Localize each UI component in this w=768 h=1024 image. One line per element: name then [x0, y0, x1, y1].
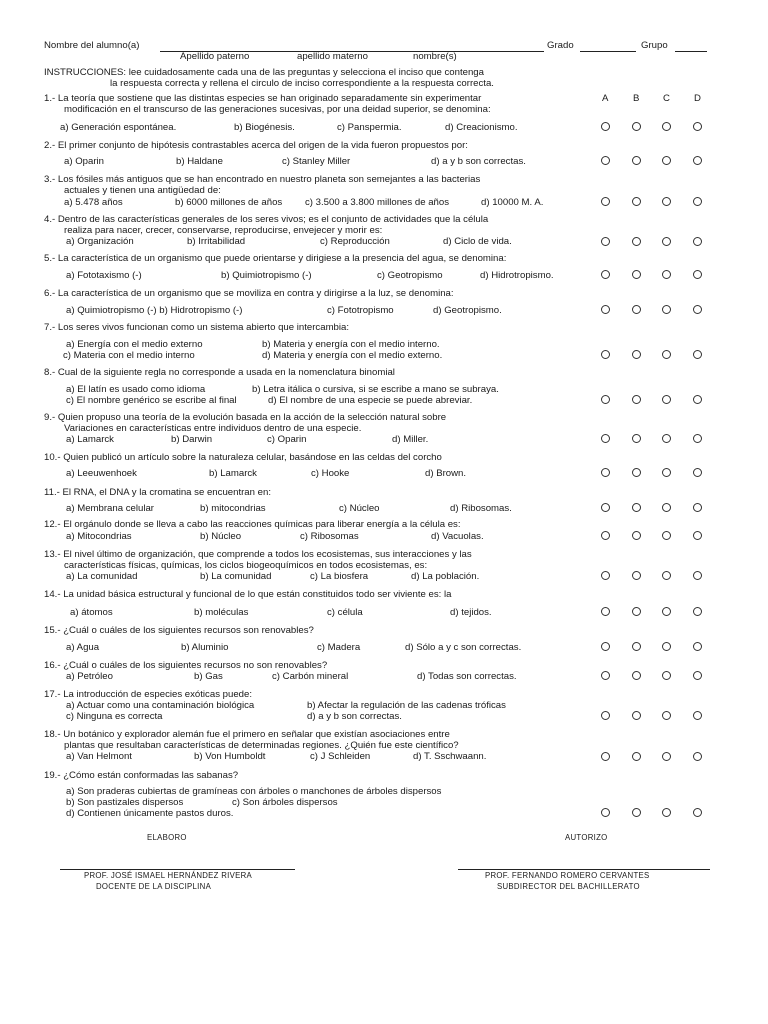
option-text: d) El nombre de una especie se puede abreviar.: [268, 395, 473, 406]
question-text: 16.- ¿Cuál o cuáles de los siguientes recursos no son renovables?: [44, 660, 328, 671]
answer-bubble-b[interactable]: [632, 197, 641, 206]
question-text: 17.- La introducción de especies exóticas puede:: [44, 689, 252, 700]
option-text: d) Vacuolas.: [431, 531, 484, 542]
question-text: 13.- El nivel último de organización, que comprende a todos los ecosistemas, sus interacciones y las: [44, 549, 472, 560]
answer-bubble-b[interactable]: [632, 607, 641, 616]
question-text: 18.- Un botánico y explorador alemán fue el primero en señalar que existían asociaciones entre: [44, 729, 450, 740]
question-text: 8.- Cual de la siguiente regla no corresponde a usada en la nomenclatura binomial: [44, 367, 395, 378]
answer-bubble-c[interactable]: [662, 711, 671, 720]
option-text: b) Gas: [194, 671, 223, 682]
answer-bubble-d[interactable]: [693, 607, 702, 616]
option-text: b) Materia y energía con el medio interno.: [262, 339, 440, 350]
option-text: a) átomos: [70, 607, 113, 618]
answer-column-header: C: [663, 93, 670, 104]
option-text: c) Ribosomas: [300, 531, 359, 542]
option-text: d) Materia y energía con el medio externo.: [262, 350, 443, 361]
option-text: c) El nombre genérico se escribe al final: [66, 395, 237, 406]
option-text: c) J Schleiden: [310, 751, 371, 762]
answer-bubble-d[interactable]: [693, 237, 702, 246]
answer-bubble-c[interactable]: [662, 468, 671, 477]
answer-bubble-b[interactable]: [632, 503, 641, 512]
option-text: b) mitocondrias: [200, 503, 266, 514]
question-text: realiza para nacer, crecer, conservarse, reproducirse, envejecer y morir es:: [64, 225, 383, 236]
question-text: 9.- Quien propuso una teoría de la evolución basada en la acción de la selección natural sobre: [44, 412, 447, 423]
answer-bubble-d[interactable]: [693, 571, 702, 580]
option-text: b) La comunidad: [200, 571, 272, 582]
answer-bubble-b[interactable]: [632, 808, 641, 817]
answer-bubble-a[interactable]: [601, 571, 610, 580]
answer-bubble-c[interactable]: [662, 350, 671, 359]
option-text: d) a y b son correctas.: [431, 156, 526, 167]
answer-bubble-b[interactable]: [632, 237, 641, 246]
answer-bubble-c[interactable]: [662, 270, 671, 279]
group-field[interactable]: [675, 51, 707, 52]
answer-bubble-d[interactable]: [693, 156, 702, 165]
option-text: d) 10000 M. A.: [481, 197, 544, 208]
question-text: 5.- La característica de un organismo que puede orientarse y dirigiese a la presencia del agua, se denomina:: [44, 253, 507, 264]
grade-label: Grado: [547, 40, 574, 51]
signer-right-role: SUBDIRECTOR DEL BACHILLERATO: [497, 882, 640, 891]
answer-bubble-a[interactable]: [601, 434, 610, 443]
answer-bubble-d[interactable]: [693, 468, 702, 477]
option-text: c) Fototropismo: [327, 305, 394, 316]
question-text: 12.- El orgánulo donde se lleva a cabo las reacciones químicas para liberar energía a la célula es:: [44, 519, 461, 530]
answer-bubble-a[interactable]: [601, 270, 610, 279]
answer-bubble-a[interactable]: [601, 395, 610, 404]
answer-bubble-a[interactable]: [601, 503, 610, 512]
option-text: c) Stanley Miller: [282, 156, 351, 167]
answer-bubble-c[interactable]: [662, 571, 671, 580]
answer-bubble-b[interactable]: [632, 305, 641, 314]
answer-bubble-a[interactable]: [601, 237, 610, 246]
option-text: b) Quimiotropismo (-): [221, 270, 312, 281]
option-text: a) Petróleo: [66, 671, 113, 682]
option-text: c) La biosfera: [310, 571, 369, 582]
answer-bubble-d[interactable]: [693, 395, 702, 404]
signer-left-name: PROF. JOSÉ ISMAEL HERNÁNDEZ RIVERA: [84, 871, 253, 880]
option-text: b) Son pastizales dispersos: [66, 797, 184, 808]
instructions-line-1: INSTRUCCIONES: lee cuidadosamente cada una de las preguntas y selecciona el inciso que contenga: [44, 67, 484, 78]
answer-bubble-a[interactable]: [601, 468, 610, 477]
option-text: d) a y b son correctas.: [307, 711, 402, 722]
option-text: d) La población.: [411, 571, 480, 582]
question-text: actuales y tienen una antigüedad de:: [64, 185, 221, 196]
option-text: b) Haldane: [176, 156, 223, 167]
option-text: d) Geotropismo.: [433, 305, 502, 316]
answer-bubble-a[interactable]: [601, 531, 610, 540]
answer-bubble-d[interactable]: [693, 503, 702, 512]
option-text: a) La comunidad: [66, 571, 138, 582]
option-text: c) Son árboles dispersos: [232, 797, 338, 808]
option-text: c) Reproducción: [320, 236, 390, 247]
answer-bubble-a[interactable]: [601, 122, 610, 131]
answer-bubble-a[interactable]: [601, 671, 610, 680]
option-text: b) Núcleo: [200, 531, 242, 542]
option-text: a) Generación espontánea.: [60, 122, 177, 133]
option-text: d) Hidrotropismo.: [480, 270, 554, 281]
instructions-line-2: la respuesta correcta y rellena el circulo de inciso correspondiente a la respuesta correcta.: [110, 78, 494, 89]
option-text: a) 5.478 años: [64, 197, 123, 208]
question-text: Variaciones en características entre individuos dentro de una especie.: [64, 423, 362, 434]
answer-bubble-d[interactable]: [693, 752, 702, 761]
sublabel-nombres: nombre(s): [413, 51, 457, 62]
option-text: b) 6000 millones de años: [175, 197, 283, 208]
answer-bubble-a[interactable]: [601, 607, 610, 616]
answer-bubble-b[interactable]: [632, 395, 641, 404]
option-text: a) Quimiotropismo (-) b) Hidrotropismo (-): [66, 305, 243, 316]
grade-field[interactable]: [580, 51, 636, 52]
question-text: 6.- La característica de un organismo que se moviliza en contra y dirigirse a la luz, se denomina:: [44, 288, 454, 299]
signature-line-right: [458, 869, 710, 870]
option-text: c) Carbón mineral: [272, 671, 349, 682]
answer-bubble-b[interactable]: [632, 531, 641, 540]
option-text: b) Von Humboldt: [194, 751, 266, 762]
option-text: b) Lamarck: [209, 468, 257, 479]
option-text: a) Energía con el medio externo: [66, 339, 203, 350]
answer-bubble-c[interactable]: [662, 122, 671, 131]
answer-column-header: A: [602, 93, 609, 104]
option-text: c) Madera: [317, 642, 361, 653]
answer-bubble-a[interactable]: [601, 350, 610, 359]
answer-bubble-d[interactable]: [693, 270, 702, 279]
question-text: 2.- El primer conjunto de hipótesis contrastables acerca del origen de la vida fueron propuestos por:: [44, 140, 468, 151]
elaboro-label: ELABORO: [147, 833, 187, 842]
question-text: 7.- Los seres vivos funcionan como un sistema abierto que intercambia:: [44, 322, 350, 333]
option-text: d) Sólo a y c son correctas.: [405, 642, 522, 653]
option-text: c) Oparin: [267, 434, 307, 445]
option-text: d) Contienen únicamente pastos duros.: [66, 808, 234, 819]
option-text: c) Panspermia.: [337, 122, 402, 133]
answer-bubble-b[interactable]: [632, 350, 641, 359]
question-text: 3.- Los fósiles más antiguos que se han encontrado en nuestro planeta son semejantes a las bacterias: [44, 174, 481, 185]
option-text: d) Creacionismo.: [445, 122, 518, 133]
signature-line-left: [60, 869, 295, 870]
signer-right-name: PROF. FERNANDO ROMERO CERVANTES: [485, 871, 650, 880]
option-text: d) Todas son correctas.: [417, 671, 517, 682]
option-text: b) Biogénesis.: [234, 122, 295, 133]
answer-bubble-d[interactable]: [693, 434, 702, 443]
option-text: a) Actuar como una contaminación biológica: [66, 700, 255, 711]
option-text: a) Membrana celular: [66, 503, 154, 514]
option-text: b) Afectar la regulación de las cadenas tróficas: [307, 700, 506, 711]
question-text: 19.- ¿Cómo están conformadas las sabanas?: [44, 770, 239, 781]
option-text: b) Letra itálica o cursiva, si se escribe a mano se subraya.: [252, 384, 499, 395]
option-text: a) Agua: [66, 642, 100, 653]
answer-bubble-c[interactable]: [662, 237, 671, 246]
option-text: a) Lamarck: [66, 434, 114, 445]
answer-bubble-a[interactable]: [601, 711, 610, 720]
answer-bubble-b[interactable]: [632, 711, 641, 720]
answer-bubble-b[interactable]: [632, 752, 641, 761]
answer-bubble-c[interactable]: [662, 503, 671, 512]
answer-bubble-b[interactable]: [632, 642, 641, 651]
student-name-label: Nombre del alumno(a): [44, 40, 140, 51]
answer-bubble-c[interactable]: [662, 434, 671, 443]
option-text: c) Materia con el medio interno: [63, 350, 195, 361]
answer-bubble-a[interactable]: [601, 752, 610, 761]
answer-bubble-d[interactable]: [693, 122, 702, 131]
question-text: 11.- El RNA, el DNA y la cromatina se encuentran en:: [44, 487, 271, 498]
answer-bubble-d[interactable]: [693, 642, 702, 651]
answer-bubble-c[interactable]: [662, 395, 671, 404]
option-text: b) Aluminio: [181, 642, 229, 653]
answer-bubble-c[interactable]: [662, 671, 671, 680]
question-text: características físicas, químicas, los ciclos biogeoquímicos en todos ecosistemas, es:: [64, 560, 428, 571]
option-text: d) Ribosomas.: [450, 503, 512, 514]
answer-bubble-c[interactable]: [662, 808, 671, 817]
option-text: a) Son praderas cubiertas de gramíneas con árboles o manchones de árboles dispersos: [66, 786, 442, 797]
answer-bubble-a[interactable]: [601, 197, 610, 206]
option-text: a) Leeuwenhoek: [66, 468, 137, 479]
answer-bubble-b[interactable]: [632, 434, 641, 443]
group-label: Grupo: [641, 40, 668, 51]
question-text: plantas que resultaban características de determinadas regiones. ¿Quién fue este científico?: [64, 740, 459, 751]
answer-bubble-b[interactable]: [632, 122, 641, 131]
answer-bubble-c[interactable]: [662, 752, 671, 761]
option-text: a) El latín es usado como idioma: [66, 384, 206, 395]
answer-bubble-c[interactable]: [662, 197, 671, 206]
question-text: 1.- La teoría que sostiene que las distintas especies se han originado separadamente sin experimentar: [44, 93, 482, 104]
option-text: c) Núcleo: [339, 503, 380, 514]
question-text: modificación en el transcurso de las generaciones sucesivas, por una deidad superior, se denomina:: [64, 104, 491, 115]
option-text: d) Ciclo de vida.: [443, 236, 512, 247]
answer-bubble-a[interactable]: [601, 642, 610, 651]
option-text: c) Ninguna es correcta: [66, 711, 163, 722]
answer-bubble-d[interactable]: [693, 711, 702, 720]
option-text: c) célula: [327, 607, 363, 618]
answer-bubble-b[interactable]: [632, 468, 641, 477]
answer-bubble-b[interactable]: [632, 156, 641, 165]
option-text: d) Brown.: [425, 468, 467, 479]
option-text: a) Fototaxismo (-): [66, 270, 142, 281]
option-text: c) Hooke: [311, 468, 350, 479]
option-text: a) Van Helmont: [66, 751, 132, 762]
option-text: d) T. Sschwaann.: [413, 751, 487, 762]
answer-bubble-a[interactable]: [601, 808, 610, 817]
sublabel-apellido-paterno: Apellido paterno: [180, 51, 250, 62]
answer-bubble-b[interactable]: [632, 270, 641, 279]
answer-bubble-d[interactable]: [693, 808, 702, 817]
option-text: c) 3.500 a 3.800 millones de años: [305, 197, 449, 208]
autorizo-label: AUTORIZO: [565, 833, 608, 842]
answer-bubble-b[interactable]: [632, 671, 641, 680]
answer-bubble-d[interactable]: [693, 305, 702, 314]
answer-bubble-d[interactable]: [693, 350, 702, 359]
answer-bubble-c[interactable]: [662, 642, 671, 651]
answer-column-header: D: [694, 93, 701, 104]
option-text: d) tejidos.: [450, 607, 492, 618]
answer-column-header: B: [633, 93, 640, 104]
option-text: d) Miller.: [392, 434, 429, 445]
option-text: a) Organización: [66, 236, 134, 247]
question-text: 15.- ¿Cuál o cuáles de los siguientes recursos son renovables?: [44, 625, 314, 636]
answer-bubble-a[interactable]: [601, 156, 610, 165]
answer-bubble-d[interactable]: [693, 531, 702, 540]
answer-bubble-d[interactable]: [693, 197, 702, 206]
answer-bubble-d[interactable]: [693, 671, 702, 680]
sublabel-apellido-materno: apellido materno: [297, 51, 368, 62]
question-text: 10.- Quien publicó un artículo sobre la naturaleza celular, basándose en las celdas del corcho: [44, 452, 442, 463]
answer-bubble-c[interactable]: [662, 305, 671, 314]
signer-left-role: DOCENTE DE LA DISCIPLINA: [96, 882, 212, 891]
option-text: b) moléculas: [194, 607, 249, 618]
answer-bubble-c[interactable]: [662, 156, 671, 165]
answer-bubble-c[interactable]: [662, 607, 671, 616]
option-text: a) Oparin: [64, 156, 104, 167]
answer-bubble-b[interactable]: [632, 571, 641, 580]
option-text: b) Darwin: [171, 434, 213, 445]
option-text: c) Geotropismo: [377, 270, 443, 281]
answer-bubble-a[interactable]: [601, 305, 610, 314]
question-text: 14.- La unidad básica estructural y funcional de lo que están constituidos todo ser viviente es: la: [44, 589, 452, 600]
option-text: b) Irritabilidad: [187, 236, 246, 247]
option-text: a) Mitocondrias: [66, 531, 132, 542]
answer-bubble-c[interactable]: [662, 531, 671, 540]
question-text: 4.- Dentro de las características generales de los seres vivos; es el conjunto de actividades que la célula: [44, 214, 489, 225]
